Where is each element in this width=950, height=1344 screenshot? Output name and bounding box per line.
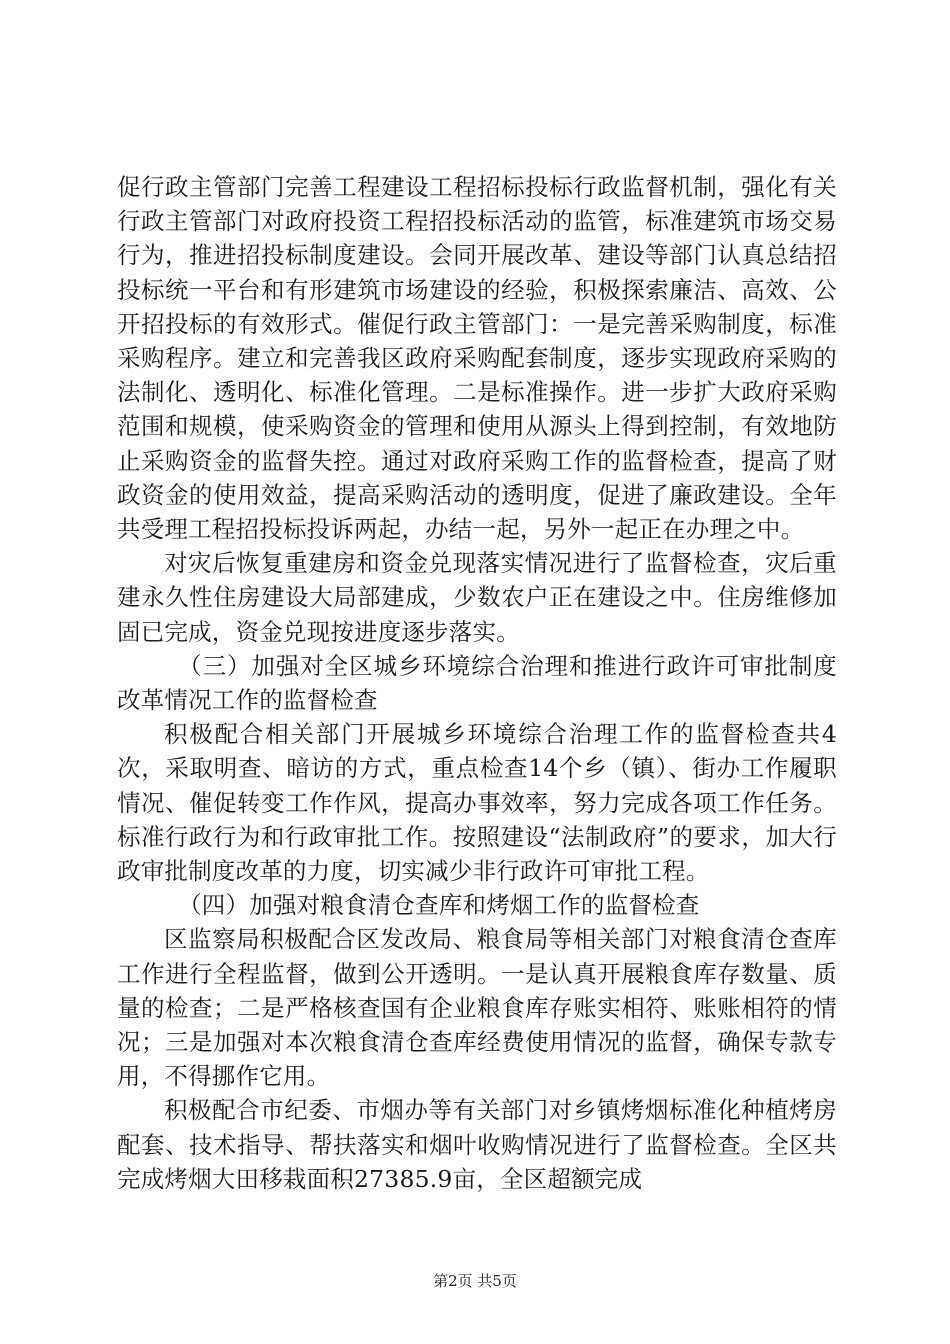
paragraph-tobacco-supervision: 积极配合市纪委、市烟办等有关部门对乡镇烤烟标准化种植烤房配套、技术指导、帮扶落实和烟叶收购情况进行了监督检查。全区共完成烤烟大田移栽面积27385.9亩，全区超额完成 [117,1096,837,1193]
document-body [117,170,837,1196]
paragraph-disaster-reconstruction: 对灾后恢复重建房和资金兑现落实情况进行了监督检查，灾后重建永久性住房建设大局部建成，少数农户正在建设之中。住房维修加固已完成，资金兑现按进度逐步落实。 [117,549,837,646]
page-footer: 第2页 共5页 [433,1272,517,1290]
paragraph-procurement-supervision: 促行政主管部门完善工程建设工程招标投标行政监督机制，强化有关行政主管部门对政府投资工程招投标活动的监管，标准建筑市场交易行为，推进招投标制度建设。会同开展改革、建设等部门认真总结招投标统一平台和有形建筑市场建设的经验，积极探索廉洁、高效、公开招投标的有效形式。催促行政主管部门：一是完善采购制度，标准采购程序。建立和完善我区政府采购配套制度，逐步实现政府采购的法制化、透明化、标准化管理。二是标准操作。进一步扩大政府采购范围和规模，使采购资金的管理和使用从源头上得到控制，有效地防止采购资金的监督失控。通过对政府采购工作的监督检查，提高了财政资金的使用效益，提高采购活动的透明度，促进了廉政建设。全年共受理工程招投标投诉两起，办结一起，另外一起正在办理之中。 [117,173,837,544]
section-heading-4: （四）加强对粮食清仓查库和烤烟工作的监督检查 [178,891,700,920]
paragraph-environment-governance: 积极配合相关部门开展城乡环境综合治理工作的监督检查共4次，采取明查、暗访的方式，重点检查14个乡（镇）、街办工作履职情况、催促转变工作作风，提高办事效率，努力完成各项工作任务。标准行政行为和行政审批工作。按照建设“法制政府”的要求，加大行政审批制度改革的力度，切实减少非行政许可审批工程。 [117,720,837,886]
section-heading-3: （三）加强对全区城乡环境综合治理和推进行政许可审批制度改革情况工作的监督检查 [117,651,837,715]
paragraph-grain-inspection: 区监察局积极配合区发改局、粮食局等相关部门对粮食清仓查库工作进行全程监督，做到公开透明。一是认真开展粮食库存数量、质量的检查；二是严格核查国有企业粮食库存账实相符、账账相符的情况；三是加强对本次粮食清仓查库经费使用情况的监督，确保专款专用，不得挪作它用。 [117,925,837,1091]
